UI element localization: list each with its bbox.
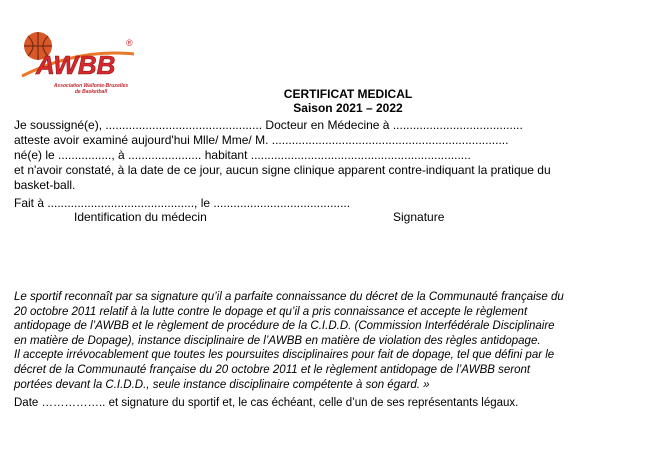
association-name [48, 83, 134, 95]
association-line-1: Association Wallonie-Bruxelles [53, 83, 129, 89]
doctor-identification-label: Identification du médecin [74, 210, 207, 224]
declaration-line: Il accepte irrévocablement que toutes les poursuites disciplinaires pour fait de dopage, tel que défini par le [14, 349, 555, 362]
declaration-line: 20 octobre 2011 relatif à la lutte contre le dopage et qu’il a pris connaissance et accepte le règlement [14, 305, 528, 318]
form-line-birth: né(e) le ................, à ...................... habitant .................................................................. [14, 148, 471, 162]
declaration-line: portées devant la C.I.D.D., seule instance disciplinaire compétente à son égard. » [14, 378, 430, 391]
association-line-2: de Basketball [74, 89, 108, 95]
form-line-examined: atteste avoir examiné aujourd'hui Mlle/ Mme/ M. ....................................................................... [14, 133, 509, 147]
athlete-signature-line: Date …………….. et signature du sportif et, le cas échéant, celle d’un de ses représentants légaux. [14, 397, 519, 409]
declaration-line: Le sportif reconnaît par sa signature qu’il a parfaite connaissance du décret de la Communauté française du [14, 291, 564, 303]
form-line-sport: basket-ball. [14, 178, 76, 192]
form-line-doctor: Je soussigné(e), ............................................... Docteur en Médecine à ....................................... [14, 118, 523, 132]
form-line-statement: et n'avoir constaté, à la date de ce jour, aucun signe clinique apparent contre-indiquant la pratique du [14, 163, 551, 177]
declaration-line: antidopage de l’AWBB et le règlement de procédure de la C.I.D.D. (Commission Interfédérale Disciplinaire [14, 320, 555, 333]
awbb-logo [18, 30, 140, 100]
brand-text: AWBB [36, 50, 116, 80]
basketball-logo-icon [18, 30, 140, 88]
declaration-paragraph [14, 290, 654, 392]
declaration-line: décret de la Communauté française du 20 octobre 2011 et le règlement antidopage de l’AWBB seront [14, 363, 531, 376]
page-title: CERTIFICAT MEDICAL [283, 87, 413, 101]
form-line-place-date: Fait à ............................................, le ......................................... [14, 196, 351, 210]
signature-label: Signature [393, 210, 445, 224]
season-label: Saison 2021 – 2022 [293, 101, 403, 115]
registered-mark: ® [126, 38, 133, 48]
declaration-line: en matière de Dopage), instance disciplinaire de l’AWBB en matière de violation des règles antidopage. [14, 334, 541, 347]
